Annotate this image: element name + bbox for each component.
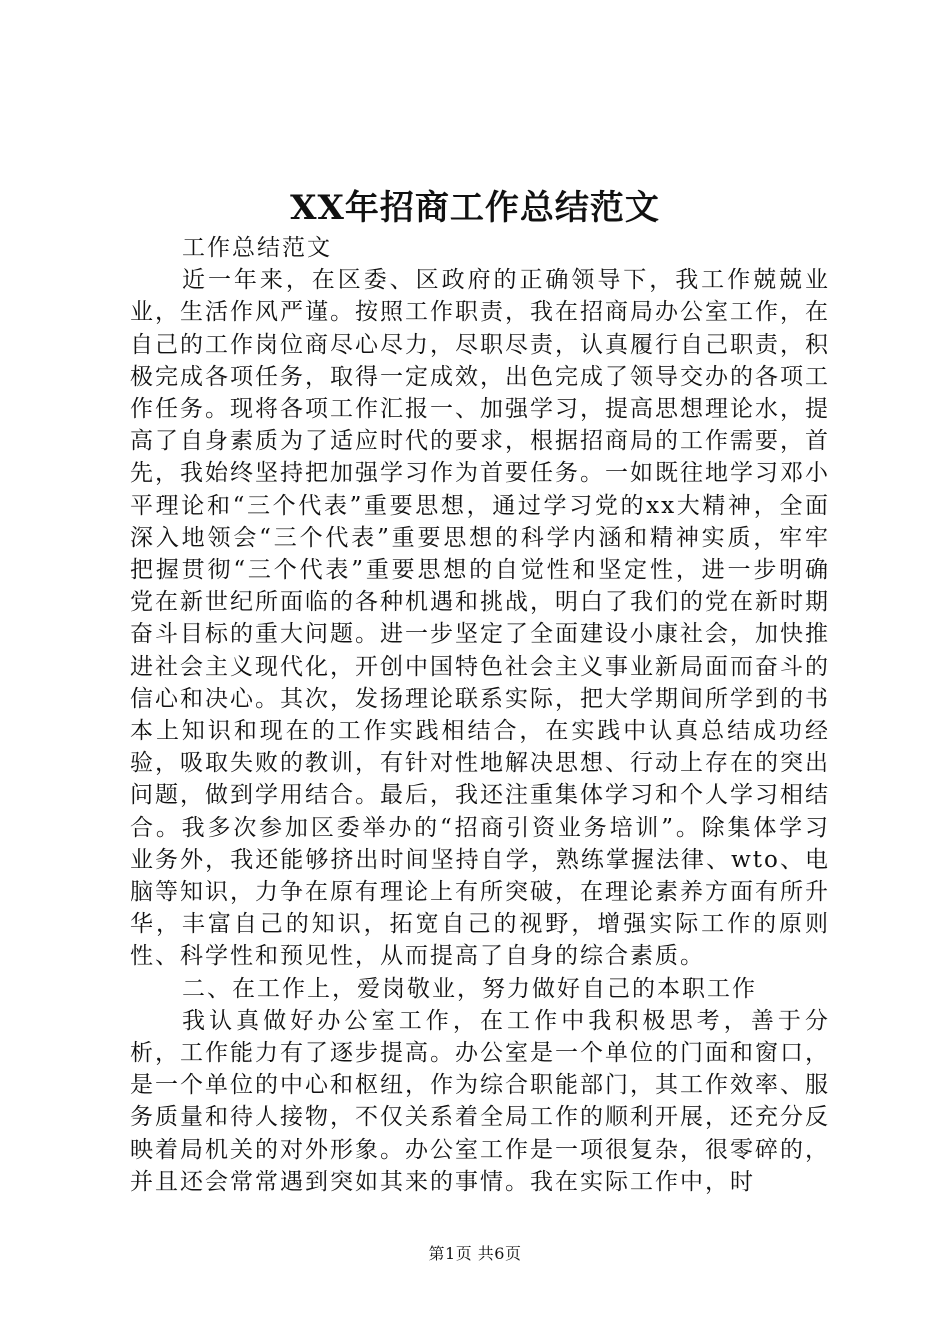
body-paragraph-subtitle: 工作总结范文 [182, 235, 332, 261]
document-body [130, 232, 830, 1198]
page-number-footer: 第1页 共6页 [428, 1244, 522, 1263]
body-paragraph-learning: 近一年来，在区委、区政府的正确领导下，我工作兢兢业业，生活作风严谨。按照工作职责，我在招商局办公室工作，在自己的工作岗位商尽心尽力，尽职尽责，认真履行自己职责，积极完成各项任务，取得一定成效，出色完成了领导交办的各项工作任务。现将各项工作汇报一、加强学习，提高思想理论水，提高了自身素质为了适应时代的要求，根据招商局的工作需要，首先，我始终坚持把加强学习作为首要任务。一如既往地学习邓小平理论和“三个代表”重要思想，通过学习党的xx大精神，全面深入地领会“三个代表”重要思想的科学内涵和精神实质，牢牢把握贯彻“三个代表”重要思想的自觉性和坚定性，进一步明确党在新世纪所面临的各种机遇和挑战，明白了我们的党在新时期奋斗目标的重大问题。进一步坚定了全面建设小康社会，加快推进社会主义现代化，开创中国特色社会主义事业新局面而奋斗的信心和决心。其次，发扬理论联系实际，把大学期间所学到的书本上知识和现在的工作实践相结合，在实践中认真总结成功经验，吸取失败的教训，有针对性地解决思想、行动上存在的突出问题，做到学用结合。最后，我还注重集体学习和个人学习相结合。我多次参加区委举办的“招商引资业务培训”。除集体学习业务外，我还能够挤出时间坚持自学，熟练掌握法律、wto、电脑等知识，力争在原有理论上有所突破，在理论素养方面有所升华，丰富自己的知识，拓宽自己的视野，增强实际工作的原则性、科学性和预见性，从而提高了自身的综合素质。 [130, 267, 830, 970]
body-paragraph-office-work: 我认真做好办公室工作，在工作中我积极思考，善于分析，工作能力有了逐步提高。办公室是一个单位的门面和窗口，是一个单位的中心和枢纽，作为综合职能部门，其工作效率、服务质量和待人接物，不仅关系着全局工作的顺利开展，还充分反映着局机关的对外形象。办公室工作是一项很复杂，很零碎的，并且还会常常遇到突如其来的事情。我在实际工作中，时 [130, 1007, 830, 1195]
document-title: XX年招商工作总结范文 [290, 188, 660, 228]
body-paragraph-section-heading: 二、在工作上，爱岗敬业，努力做好自己的本职工作 [182, 975, 757, 1002]
